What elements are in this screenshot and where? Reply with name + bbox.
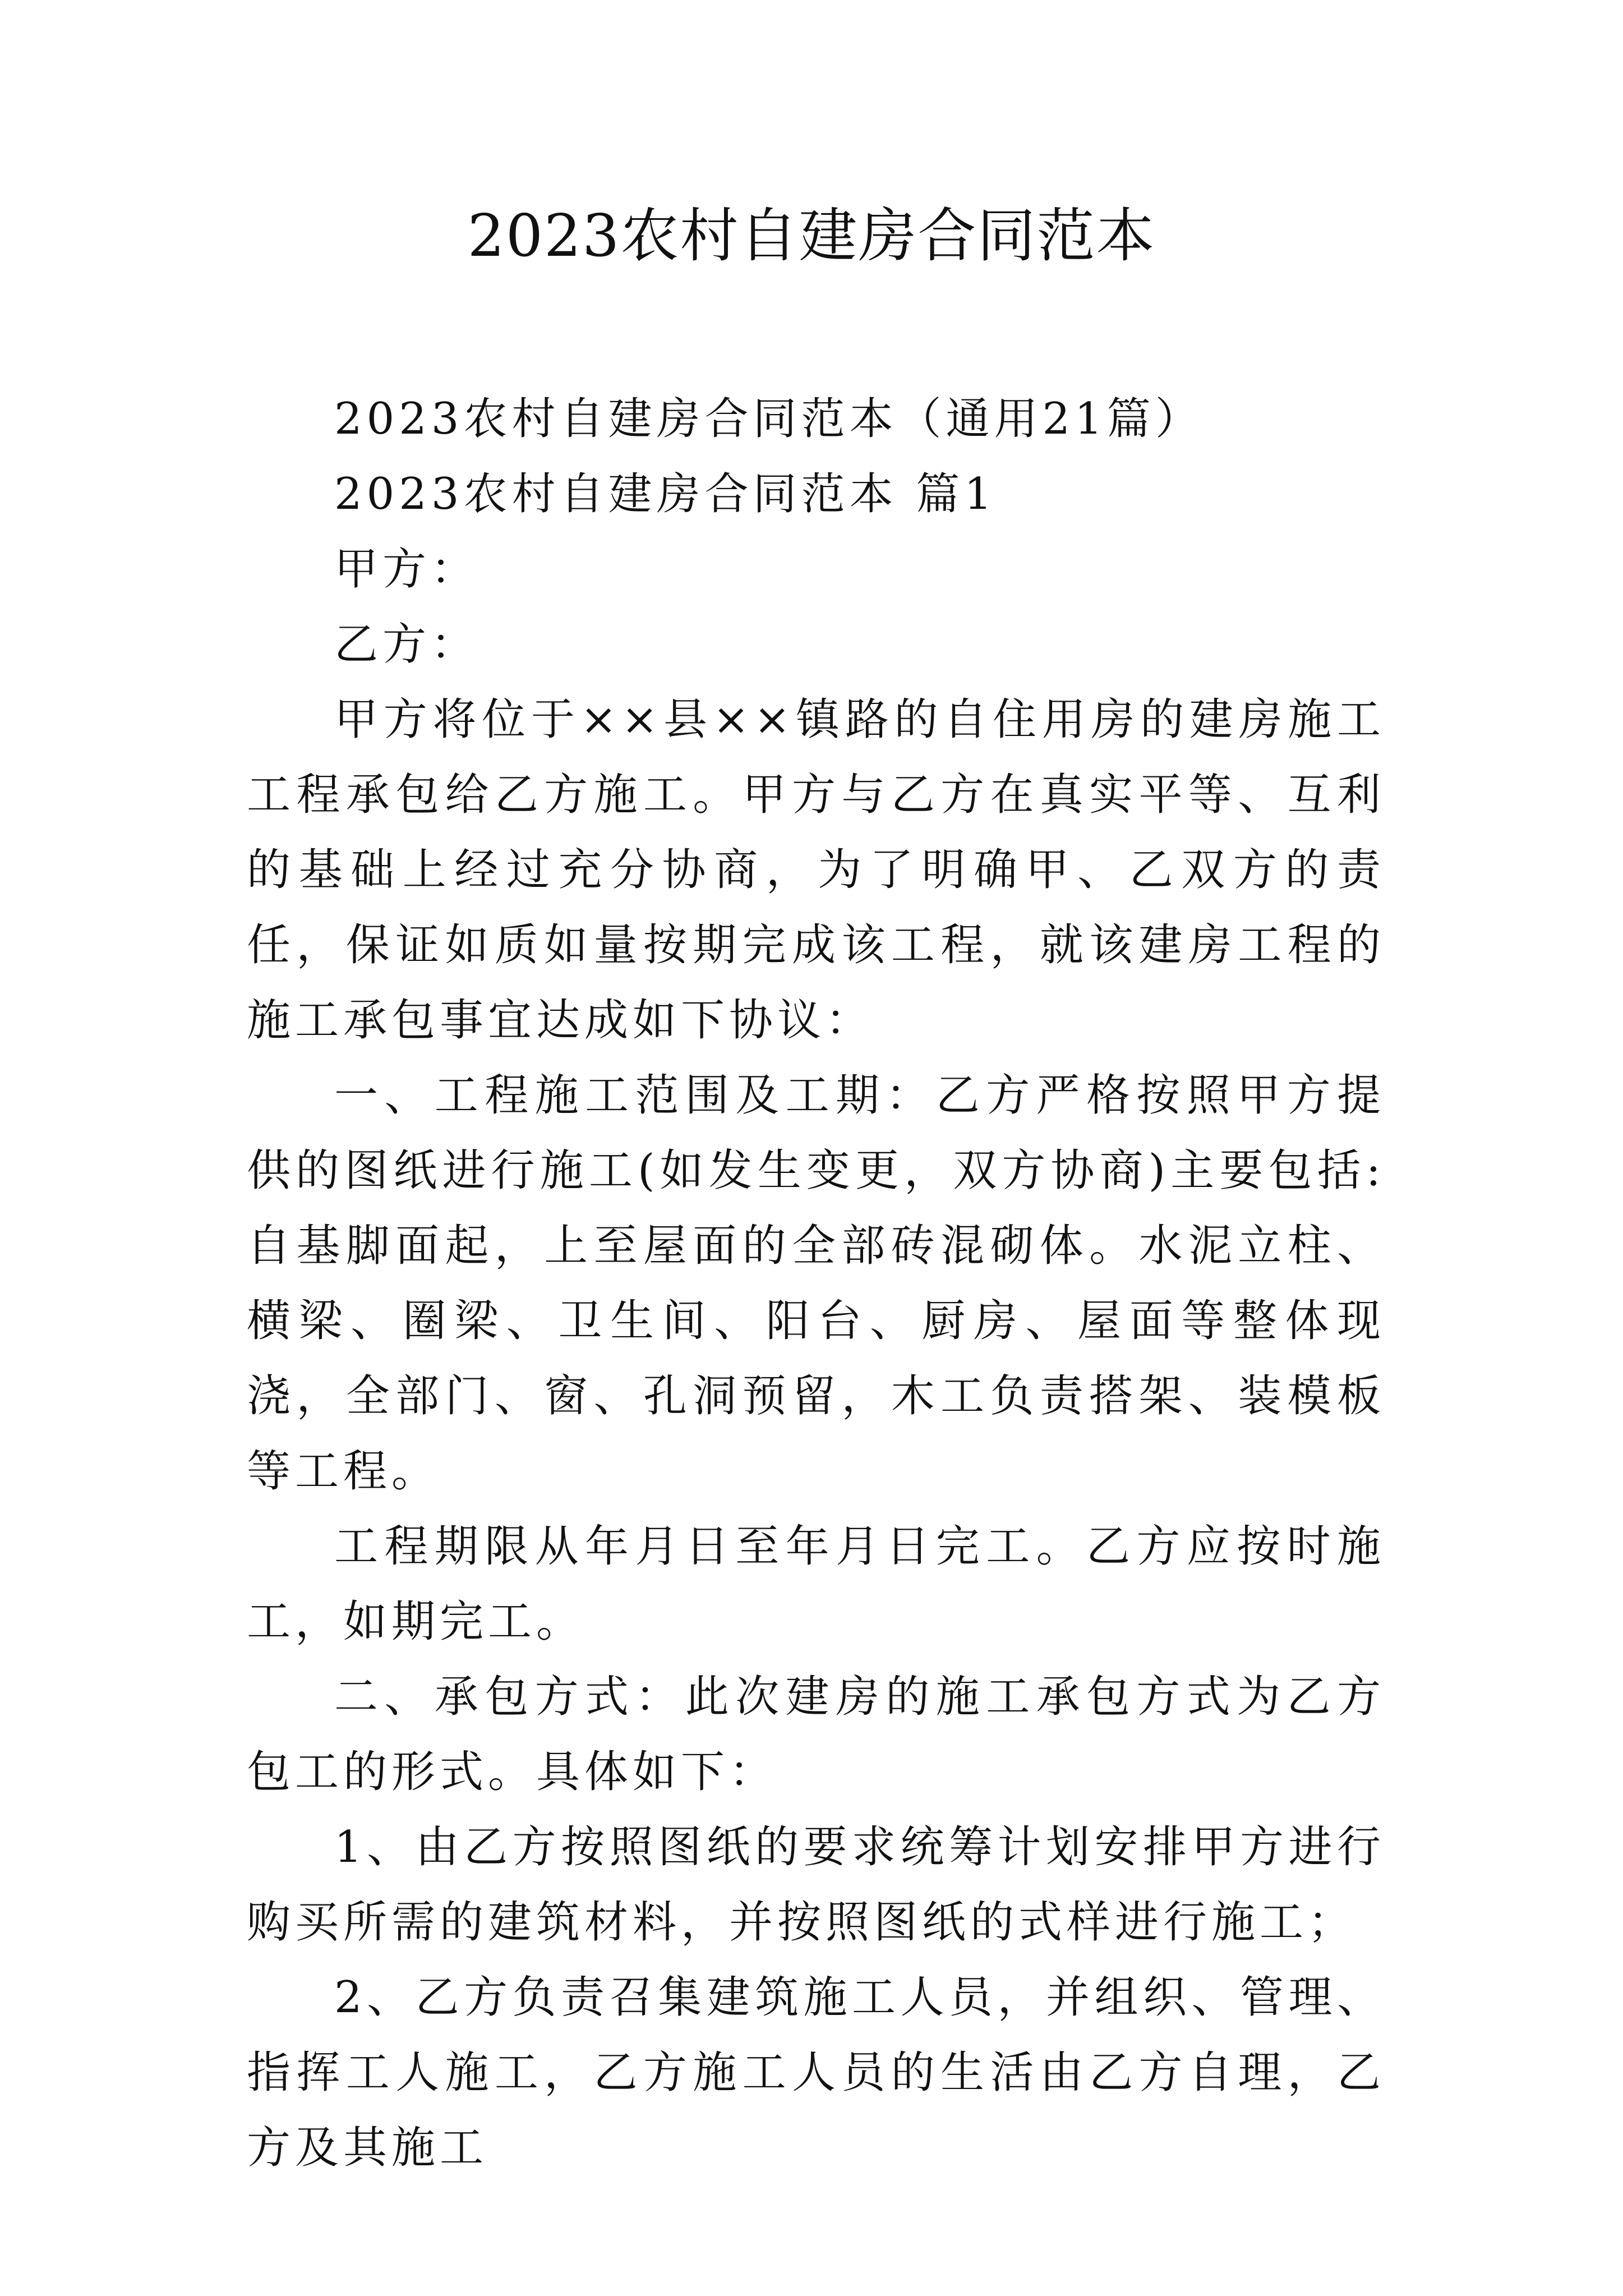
section-heading: 2023农村自建房合同范本 篇1 <box>334 469 997 519</box>
document-title: 2023农村自建房合同范本 <box>467 201 1156 270</box>
party-b-line: 乙方： <box>334 619 479 670</box>
clause-1-paragraph: 一、工程施工范围及工期：乙方严格按照甲方提供的图纸进行施工(如发生变更，双方协商)主要包括: 自基脚面起，上至屋面的全部砖混砌体。水泥立柱、横梁、圈梁、卫生间、阳台、厨房、屋面等整体现浇，全部门、窗、孔洞预留，木工负责搭架、装模板等工程。 <box>247 1070 1385 1497</box>
intro-paragraph: 甲方将位于××县××镇路的自住用房的建房施工工程承包给乙方施工。甲方与乙方在真实平等、互利的基础上经过充分协商，为了明确甲、乙双方的责任，保证如质如量按期完成该工程，就该建房工程的施工承包事宜达成如下协议： <box>247 694 1385 1046</box>
schedule-paragraph: 工程期限从年月日至年月日完工。乙方应按时施工，如期完工。 <box>247 1521 1385 1647</box>
item-1-paragraph: 1、由乙方按照图纸的要求统筹计划安排甲方进行购买所需的建筑材料，并按照图纸的式样进行施工； <box>247 1822 1385 1948</box>
clause-2-paragraph: 二、承包方式：此次建房的施工承包方式为乙方包工的形式。具体如下： <box>247 1672 1385 1797</box>
party-a-line: 甲方： <box>334 544 479 595</box>
item-2-paragraph: 2、乙方负责召集建筑施工人员，并组织、管理、指挥工人施工，乙方施工人员的生活由乙方自理，乙方及其施工 <box>247 1972 1385 2173</box>
subtitle-paragraph: 2023农村自建房合同范本（通用21篇） <box>334 394 1204 444</box>
document-body <box>247 381 1385 2185</box>
